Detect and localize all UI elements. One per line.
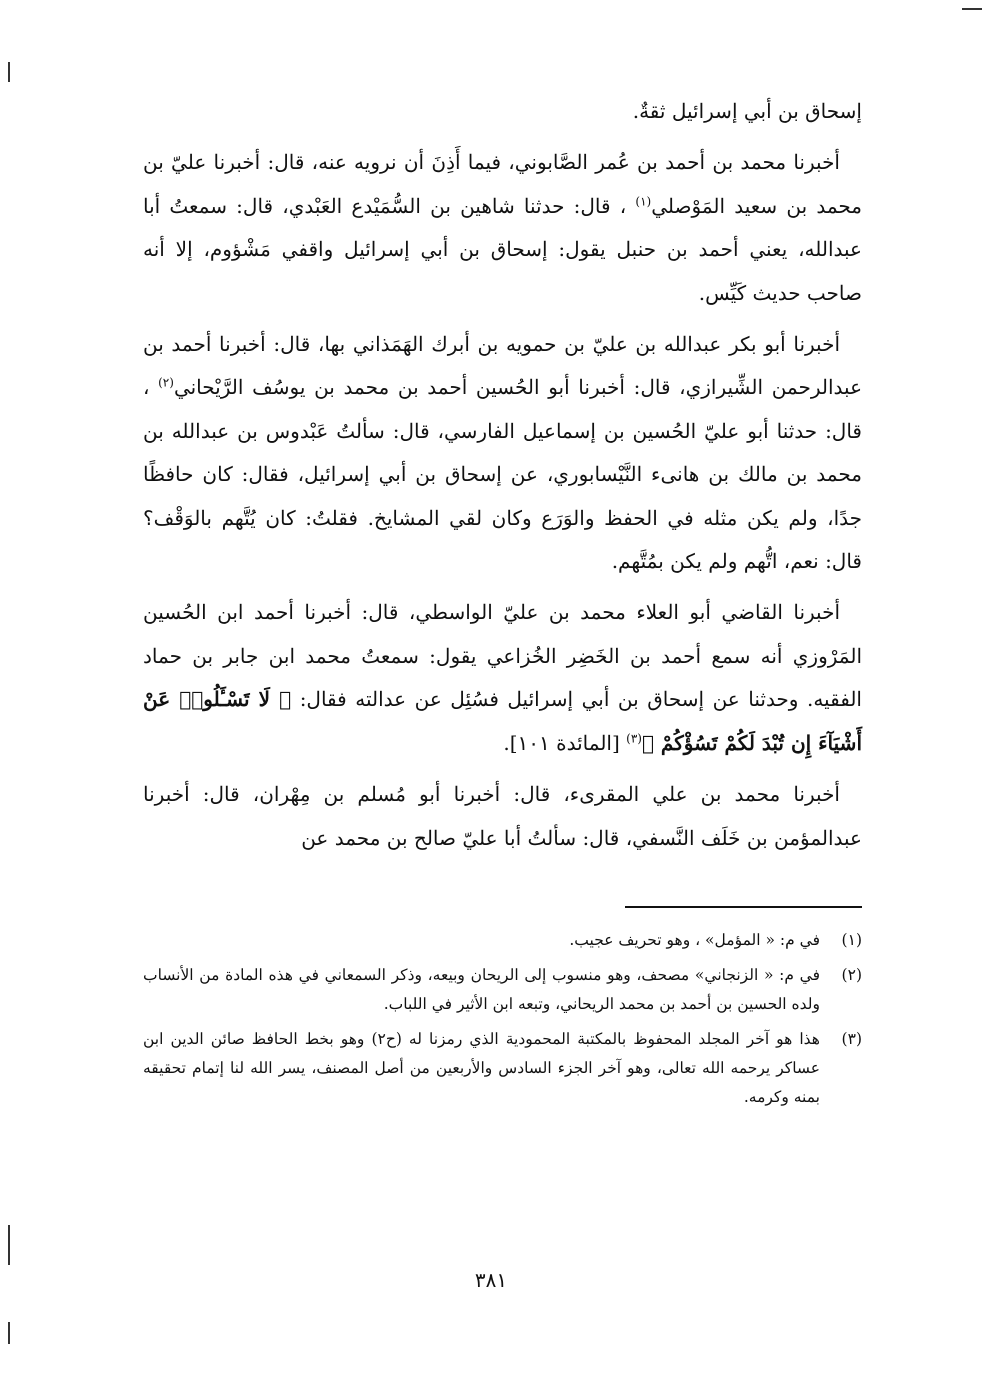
- paragraph-4: [143, 591, 862, 765]
- paragraph-4-text-after: [المائدة ١٠١].: [503, 730, 627, 755]
- main-text: [143, 90, 862, 868]
- footnote-ref-2[interactable]: (٢): [158, 375, 174, 390]
- footnote-3: [143, 1025, 862, 1112]
- paragraph-2: [143, 141, 862, 315]
- paragraph-5-text: أخبرنا محمد بن علي المقرىء، قال: أخبرنا أبو مُسلم بن مِهْران، قال: أخبرنا عبدالمؤمن بن خَلَف النَّسفي، قال: سألتُ أبا عليّ صالح بن محمد عن: [143, 782, 862, 850]
- paragraph-1-text: إسحاق بن أبي إسرائيل ثقةٌ.: [632, 99, 862, 123]
- paragraph-3-text-after: ، قال: حدثنا أبو عليّ الحُسين بن إسماعيل الفارسي، قال: سألتُ عَبْدوس بن عبدالله بن محمد بن مالك بن هانىء النَّيْسابوري، عن إسحاق بن أبي إسرائيل، فقال: كان حافظًا جدًا، ولم يكن مثله في الحفظ والوَرَع وكان لقي المشايخ. فقلتُ: كان يُتَّهم بالوَقْف؟ قال: نعم، اتُّهم ولم يكن بمُتَّهم.: [143, 375, 862, 574]
- paragraph-3-text: أخبرنا أبو بكر عبدالله بن عليّ بن حمويه بن أبرك الهَمَذاني بها، قال: أخبرنا أحمد بن عبدالرحمن الشِّيرازي، قال: أخبرنا أبو الحُسين أحمد بن محمد بن يوسُف الرَّيْحاني: [143, 332, 862, 400]
- footnote-3-number: (٣): [841, 1030, 862, 1048]
- footnote-1-number: (١): [841, 931, 862, 949]
- scan-mark-top-left: [8, 62, 10, 82]
- paragraph-1: [143, 90, 862, 133]
- footnote-3-text: هذا هو آخر المجلد المحفوظ بالمكتبة المحمودية الذي رمزنا له (ح٢) وهو بخط الحافظ صائن الدين ابن عساكر يرحمه الله تعالى، وهو آخر الجزء السادس والأربعين من أصل المصنف، يسر الله لنا إتمام تحقيقه بمنه وكرمه.: [143, 1030, 820, 1106]
- scan-mark-bottom-left-2: [8, 1322, 10, 1344]
- footnote-1-text: في م: « المؤمل» ، وهو تحريف عجيب.: [569, 931, 820, 949]
- scan-mark-top-right: [962, 8, 982, 10]
- footnote-ref-1[interactable]: (١): [635, 194, 652, 209]
- page-number: ٣٨١: [474, 1268, 508, 1292]
- paragraph-5: [143, 773, 862, 860]
- footnote-2: [143, 961, 862, 1019]
- paragraph-2-text: أخبرنا محمد بن أحمد بن عُمر الصَّابوني، فيما أَذِنَ أن نرويه عنه، قال: أخبرنا عليّ بن محمد بن سعيد المَوْصلي: [143, 150, 863, 218]
- footnote-1: [143, 926, 862, 955]
- footnotes: [143, 926, 862, 1118]
- paragraph-3: [143, 323, 862, 583]
- paragraph-2-text-after: ، قال: حدثنا شاهين بن السُّمَيْدع العَبْدي، قال: سمعتُ أبا عبدالله، يعني أحمد بن حنبل يقول: إسحاق بن أبي إسرائيل واقفي مَشْؤوم، إلا أنه صاحب حديث كَيِّس.: [143, 193, 862, 305]
- footnote-2-number: (٢): [841, 966, 862, 984]
- paragraph-4-text: أخبرنا القاضي أبو العلاء محمد بن عليّ الواسطي، قال: أخبرنا أحمد ابن الحُسين المَرْوزي أنه سمع أحمد بن الخَضِر الخُزاعي يقول: سمعتُ محمد ابن جابر بن حماد الفقيه. وحدثنا عن إسحاق بن أبي إسرائيل فسُئِل عن عدالته فقال:: [143, 600, 862, 712]
- quran-verse: ﴿ لَا تَسْـَٔلُوا۟ عَنْ أَشْيَآءَ إِن تُبْدَ لَكُمْ تَسُؤْكُمْ ﴾: [143, 687, 862, 755]
- scan-mark-bottom-left: [8, 1225, 10, 1265]
- footnote-ref-3[interactable]: (٣): [626, 731, 642, 746]
- footnote-2-text: في م: « الزنجاني» مصحف، وهو منسوب إلى الريحان وبيعه، وذكر السمعاني في هذه المادة من الأنساب ولده الحسين بن أحمد بن محمد الريحاني، وتبعه ابن الأثير في اللباب.: [143, 966, 820, 1013]
- footnote-separator: [625, 906, 862, 908]
